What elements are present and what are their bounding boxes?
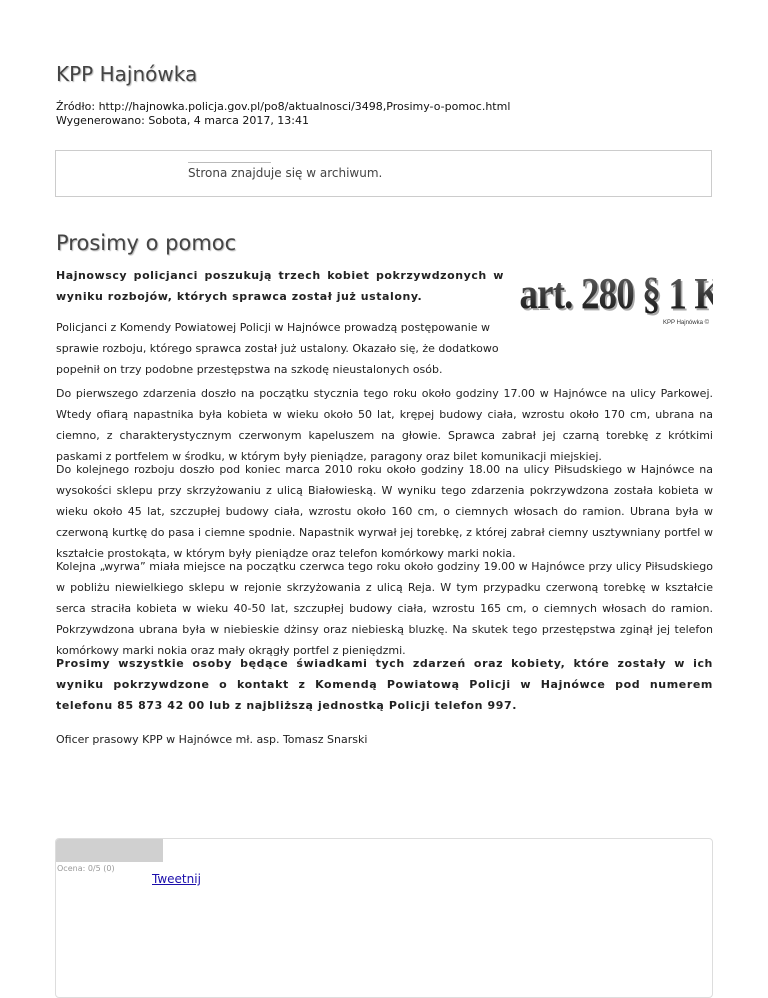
page-meta [56,100,510,128]
rating-stars-bar[interactable] [56,839,163,862]
tweet-link[interactable]: Tweetnij [152,872,201,886]
source-line: Źródło: http://hajnowka.policja.gov.pl/po8/aktualnosci/3498,Prosimy-o-pomoc.html [56,100,511,113]
archive-notice-box [55,150,712,197]
rating-text: Ocena: 0/5 (0) [57,864,115,873]
generated-line: Wygenerowano: Sobota, 4 marca 2017, 13:41 [56,114,310,127]
site-title: KPP Hajnówka [56,62,198,86]
article-image [517,266,713,328]
rating-panel [55,838,713,998]
article-intro: Policjanci z Komendy Powiatowej Policji w Hajnówce prowadzą postępowanie w sprawie rozboju, którego sprawca został już ustalony. Okazało się, że dodatkowo popełnił on trzy podobne przestępstwa na szkodę nieustalonych osób. [56,321,499,376]
article-lead: Hajnowscy policjanci poszukują trzech kobiet pokrzywdzonych w wyniku rozbojów, których sprawca został już ustalony. [56,269,504,303]
law-article-image [517,266,713,328]
image-caption: KPP Hajnówka © [663,320,709,326]
article-signature: Oficer prasowy KPP w Hajnówce mł. asp. Tomasz Snarski [56,733,368,746]
archive-notice: Strona znajduje się w archiwum. [188,166,383,180]
article-title: Prosimy o pomoc [56,231,237,255]
image-text-shadow: art. 280 § 1 [521,271,688,320]
article-appeal: Prosimy wszystkie osoby będące świadkami tych zdarzeń oraz kobiety, które zostały w ich wyniku pokrzywdzone o kontakt z Komendą Powiatową Policji w Hajnówce pod numerem telefonu 85 873 42 00 lub z najbliższą jednostką Policji telefon 997. [56,657,713,712]
article-paragraph-2: Do kolejnego rozboju doszło pod koniec marca 2010 roku około godziny 18.00 na ulicy Piłsudskiego w Hajnówce na wysokości sklepu przy skrzyżowaniu z ulicą Białowieską. W wyniku tego zdarzenia pokrzywdzona została kobieta w wieku około 45 lat, szczupłej budowy ciała, wzrostu około 160 cm, o ciemnych włosach do ramion. Ubrana była w czerwoną kurtkę do pasa i ciemne spodnie. Napastnik wyrwał jej torebkę, z której zabrał ciemny usztywniany portfel w kształcie prostokąta, w którym były pieniądze oraz telefon komórkowy marki nokia. [56,463,713,560]
archive-divider [188,162,271,163]
article-paragraph-1: Do pierwszego zdarzenia doszło na początku stycznia tego roku około godziny 17.00 w Hajnówce na ulicy Parkowej. Wtedy ofiarą napastnika była kobieta w wieku około 50 lat, krępej budowy ciała, wzrostu około 170 cm, ubrana na ciemno, z charakterystycznym czerwonym kapeluszem na głowie. Sprawca zabrał jej czarną torebkę z krótkimi paskami z portfelem w środku, w którym były pieniądze, paragony oraz bilet komunikacji miejskiej. [56,387,713,463]
article-paragraph-3: Kolejna „wyrwa” miała miejsce na początku czerwca tego roku około godziny 19.00 w Hajnówce przy ulicy Piłsudskiego w pobliżu niewielkiego sklepu w rejonie skrzyżowania z ulicą Reja. W tym przypadku czerwoną torebkę w kształcie serca straciła kobieta w wieku 40-50 lat, szczupłej budowy ciała, wzrostu 165 cm, o ciemnych włosach do ramion. Pokrzywdzona ubrana była w niebieskie dżinsy oraz niebieską bluzkę. Na skutek tego przestępstwa zginął jej telefon komórkowy marki nokia oraz mały okrągły portfel z pieniędzmi. [56,560,713,657]
image-text: art. 280 § 1 [519,269,686,318]
